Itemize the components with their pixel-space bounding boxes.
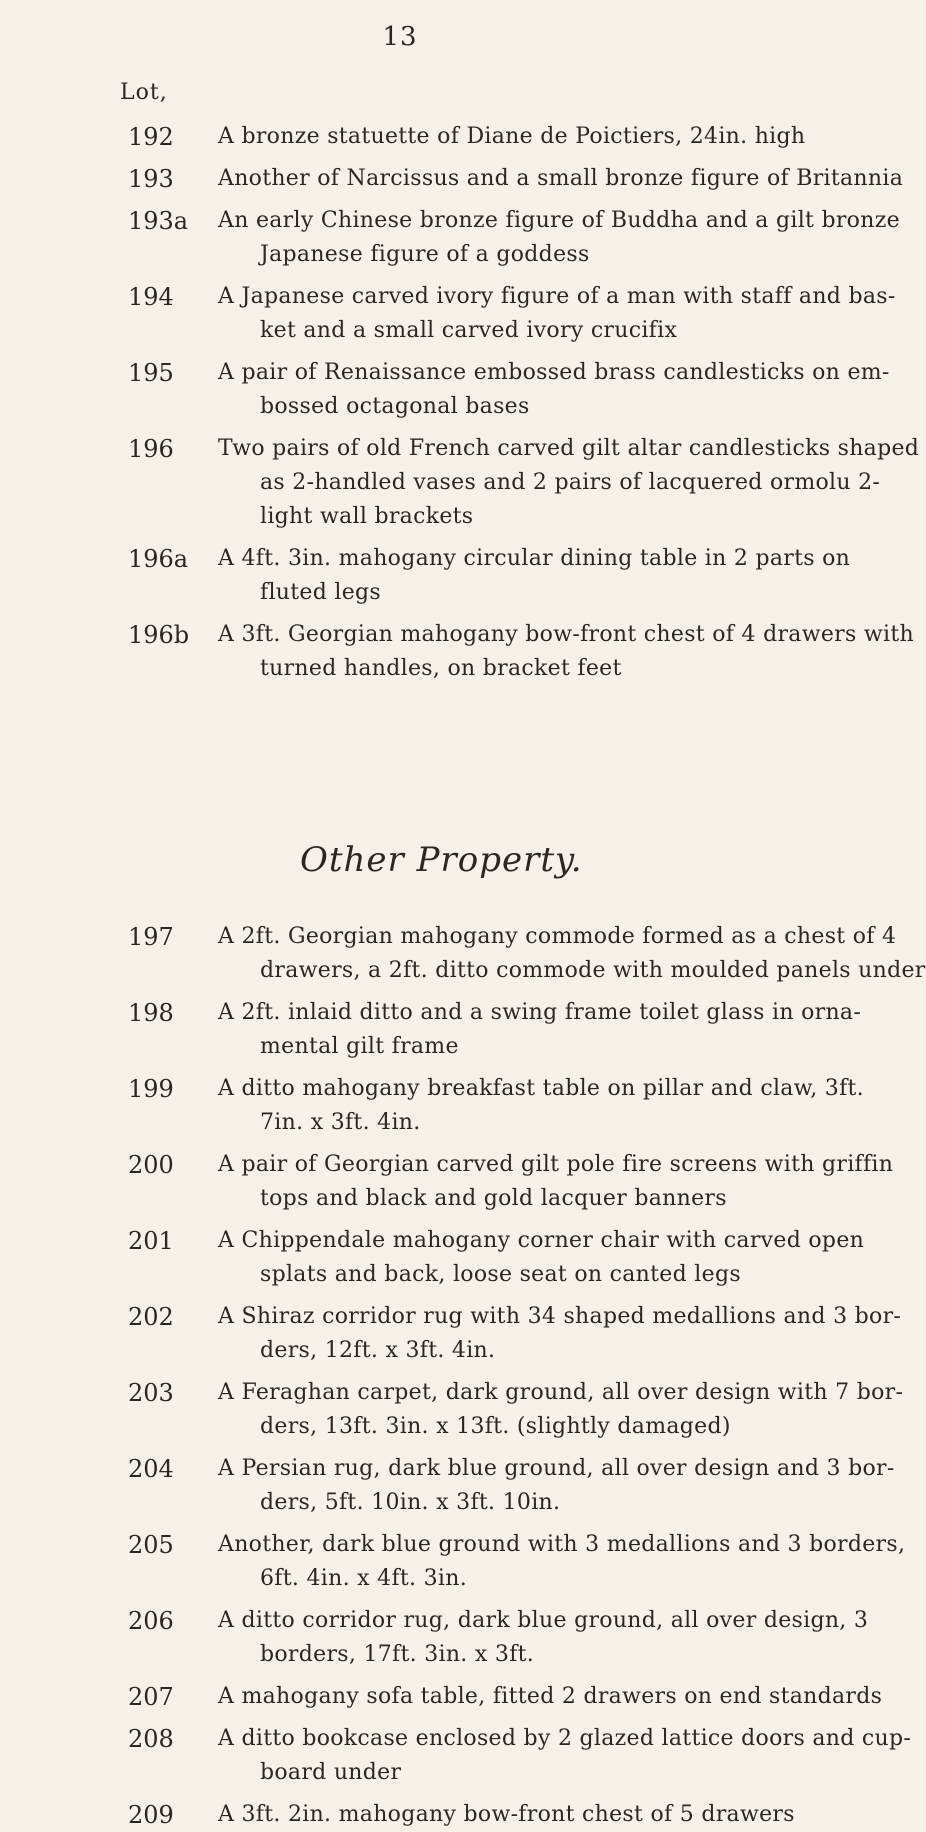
lot-description-line: A Japanese carved ivory figure of a man with staff and bas- bbox=[218, 284, 896, 309]
lot-description-line: ders, 13ft. 3in. x 13ft. (slightly damaged) bbox=[260, 1414, 731, 1439]
lot-description-line: A Chippendale mahogany corner chair with carved open bbox=[218, 1228, 865, 1253]
lot-description-line: A ditto corridor rug, dark blue ground, all over design, 3 bbox=[218, 1608, 869, 1633]
lot-number: 196 bbox=[128, 435, 174, 463]
lot-description-line: ket and a small carved ivory crucifix bbox=[260, 318, 678, 343]
lot-description-line: A bronze statuette of Diane de Poictiers, 24in. high bbox=[218, 124, 806, 149]
lot-number: 199 bbox=[128, 1075, 174, 1103]
lot-description bbox=[218, 1376, 904, 1444]
lot-description bbox=[218, 1072, 864, 1140]
lot-column-header: Lot, bbox=[120, 80, 168, 105]
lot-description bbox=[218, 1452, 895, 1520]
lot-number: 193 bbox=[128, 165, 174, 193]
lot-description-line: A 2ft. inlaid ditto and a swing frame toilet glass in orna- bbox=[218, 1000, 862, 1025]
lot-description bbox=[218, 432, 920, 534]
lot-description bbox=[218, 162, 904, 196]
lot-description-line: bossed octagonal bases bbox=[260, 394, 530, 419]
lot-description-line: Another of Narcissus and a small bronze figure of Britannia bbox=[218, 166, 904, 191]
lot-description-line: turned handles, on bracket feet bbox=[260, 656, 622, 681]
lot-description-line: A 2ft. Georgian mahogany commode formed as a chest of 4 bbox=[218, 924, 897, 949]
lot-number: 192 bbox=[128, 123, 174, 151]
lot-description-line: Two pairs of old French carved gilt altar candlesticks shaped bbox=[218, 436, 920, 461]
lot-number: 193a bbox=[128, 207, 189, 235]
lot-number: 195 bbox=[128, 359, 174, 387]
lot-number: 194 bbox=[128, 283, 174, 311]
lot-number: 196a bbox=[128, 545, 189, 573]
lot-description bbox=[218, 1798, 795, 1832]
lot-description-line: A ditto mahogany breakfast table on pillar and claw, 3ft. bbox=[218, 1076, 864, 1101]
lot-description-line: splats and back, loose seat on canted legs bbox=[260, 1262, 741, 1287]
lot-description bbox=[218, 1604, 869, 1672]
lot-number: 196b bbox=[128, 621, 190, 649]
lot-description-line: ders, 5ft. 10in. x 3ft. 10in. bbox=[260, 1490, 561, 1515]
lot-description-line: A Feraghan carpet, dark ground, all over design with 7 bor- bbox=[218, 1380, 904, 1405]
lot-description-line: A Persian rug, dark blue ground, all over design and 3 bor- bbox=[218, 1456, 895, 1481]
lot-number: 203 bbox=[128, 1379, 174, 1407]
lot-description-line: ders, 12ft. x 3ft. 4in. bbox=[260, 1338, 496, 1363]
section-title: Other Property. bbox=[300, 840, 583, 880]
lot-description bbox=[218, 1528, 906, 1596]
lot-description-line: A 4ft. 3in. mahogany circular dining table in 2 parts on bbox=[218, 546, 851, 571]
lot-number: 202 bbox=[128, 1303, 174, 1331]
lot-description-line: drawers, a 2ft. ditto commode with moulded panels under bbox=[260, 958, 926, 983]
lot-description bbox=[218, 1148, 894, 1216]
lot-description-line: board under bbox=[260, 1760, 402, 1785]
lot-description-line: tops and black and gold lacquer banners bbox=[260, 1186, 727, 1211]
lot-number: 207 bbox=[128, 1683, 174, 1711]
lot-description bbox=[218, 542, 851, 610]
lot-description bbox=[218, 996, 862, 1064]
lot-number: 208 bbox=[128, 1725, 174, 1753]
lot-description-line: 7in. x 3ft. 4in. bbox=[260, 1110, 421, 1135]
lot-number: 206 bbox=[128, 1607, 174, 1635]
lot-number: 201 bbox=[128, 1227, 174, 1255]
lot-description bbox=[218, 1680, 883, 1714]
lot-description-line: A pair of Renaissance embossed brass candlesticks on em- bbox=[218, 360, 890, 385]
lot-number: 204 bbox=[128, 1455, 174, 1483]
lot-description-line: mental gilt frame bbox=[260, 1034, 459, 1059]
lot-description bbox=[218, 120, 806, 154]
lot-description-line: A ditto bookcase enclosed by 2 glazed lattice doors and cup- bbox=[218, 1726, 912, 1751]
lot-description-line: borders, 17ft. 3in. x 3ft. bbox=[260, 1642, 535, 1667]
lot-description-line: A Shiraz corridor rug with 34 shaped medallions and 3 bor- bbox=[218, 1304, 902, 1329]
lot-number: 197 bbox=[128, 923, 174, 951]
lot-description bbox=[218, 920, 926, 988]
lot-description bbox=[218, 1722, 912, 1790]
lot-description-line: A 3ft. 2in. mahogany bow-front chest of 5 drawers bbox=[218, 1802, 795, 1827]
lot-description bbox=[218, 1224, 865, 1292]
lot-description-line: A mahogany sofa table, fitted 2 drawers on end standards bbox=[218, 1684, 883, 1709]
lot-description-line: A pair of Georgian carved gilt pole fire screens with griffin bbox=[218, 1152, 894, 1177]
lot-description-line: 6ft. 4in. x 4ft. 3in. bbox=[260, 1566, 468, 1591]
lot-description-line: Another, dark blue ground with 3 medallions and 3 borders, bbox=[218, 1532, 906, 1557]
lot-description bbox=[218, 204, 900, 272]
lot-description-line: A 3ft. Georgian mahogany bow-front chest of 4 drawers with bbox=[218, 622, 914, 647]
page-number: 13 bbox=[382, 22, 418, 52]
lot-number: 205 bbox=[128, 1531, 174, 1559]
lot-description bbox=[218, 618, 914, 686]
lot-number: 198 bbox=[128, 999, 174, 1027]
lot-number: 209 bbox=[128, 1801, 174, 1829]
lot-description bbox=[218, 356, 890, 424]
lot-description-line: An early Chinese bronze figure of Buddha and a gilt bronze bbox=[218, 208, 900, 233]
lot-description-line: as 2-handled vases and 2 pairs of lacquered ormolu 2- bbox=[260, 470, 881, 495]
lot-description bbox=[218, 280, 896, 348]
lot-description-line: fluted legs bbox=[260, 580, 382, 605]
lot-description-line: Japanese figure of a goddess bbox=[260, 242, 590, 267]
lot-description bbox=[218, 1300, 902, 1368]
lot-number: 200 bbox=[128, 1151, 174, 1179]
lot-description-line: light wall brackets bbox=[260, 504, 474, 529]
